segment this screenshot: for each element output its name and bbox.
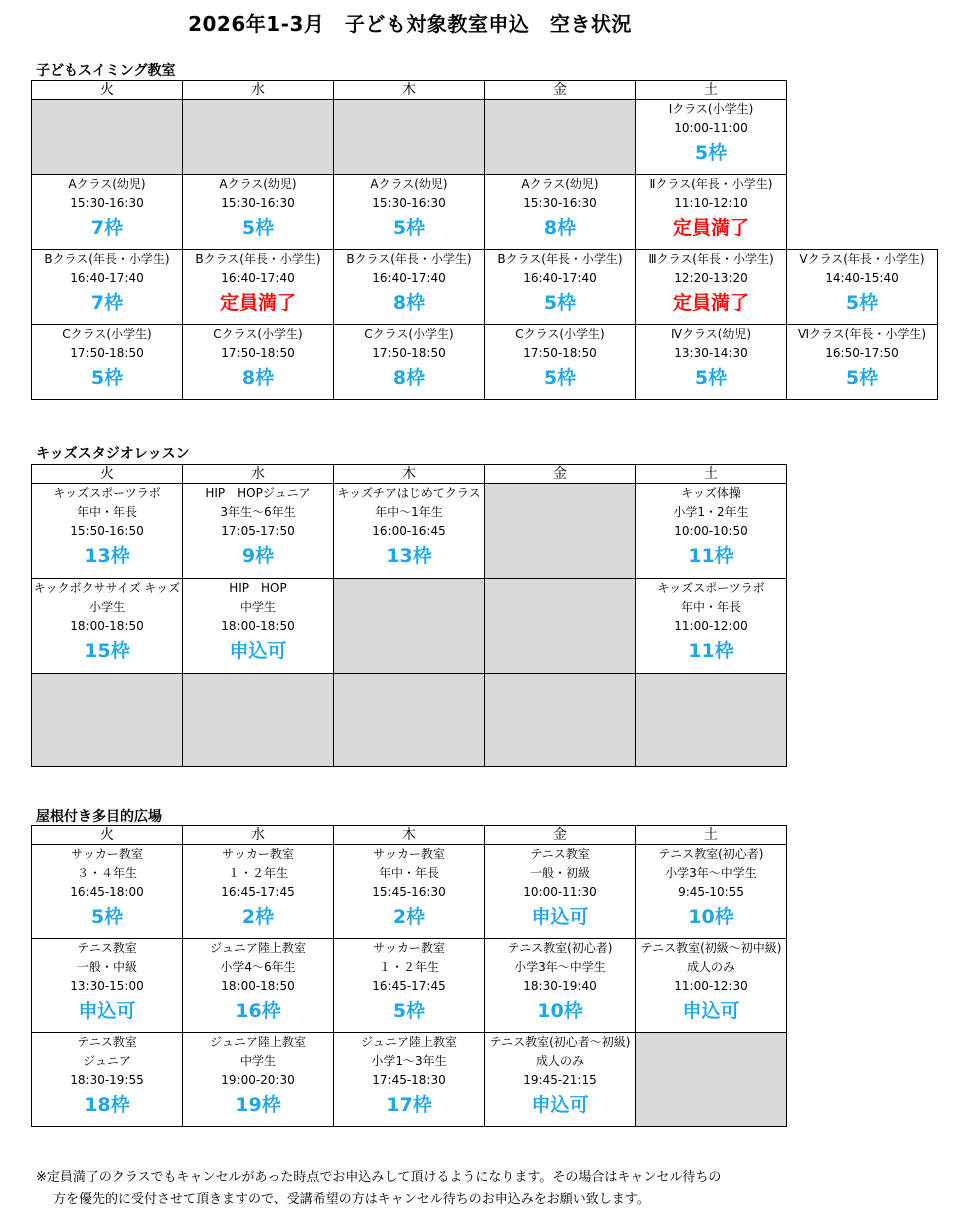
empty-slot [334, 674, 485, 767]
blank-cell [787, 81, 938, 100]
class-slot [334, 845, 485, 939]
class-detail: 小学生 [88, 600, 125, 614]
class-detail: 中学生 [239, 1054, 276, 1068]
class-detail: 16:45-17:45 [372, 979, 446, 993]
class-detail: 15:30-16:30 [523, 196, 597, 210]
class-detail: 17:50-18:50 [70, 346, 144, 360]
class-slot [183, 939, 334, 1033]
availability-count: 19枠 [235, 1094, 281, 1116]
class-slot [183, 484, 334, 579]
class-detail: 18:30-19:55 [70, 1073, 144, 1087]
class-name: サッカー教室 [373, 847, 445, 861]
day-header-row [32, 465, 787, 484]
class-name: ジュニア陸上教室 [210, 941, 306, 955]
class-detail: 11:10-12:10 [674, 196, 748, 210]
availability-count: 5枠 [845, 367, 879, 389]
class-detail: 13:30-15:00 [70, 979, 144, 993]
day-header: 金 [485, 826, 636, 845]
availability-count: 17枠 [386, 1094, 432, 1116]
class-slot [485, 250, 636, 325]
class-slot [334, 325, 485, 400]
class-detail: 10:00-10:50 [674, 524, 748, 538]
class-detail: 18:00-18:50 [70, 619, 144, 633]
availability-count: 13枠 [84, 545, 130, 567]
class-detail: 年中～1年生 [375, 505, 443, 519]
class-detail: 10:00-11:00 [674, 121, 748, 135]
class-detail: 成人のみ [686, 960, 735, 974]
class-detail: 18:30-19:40 [523, 979, 597, 993]
class-detail: 16:45-17:45 [221, 885, 295, 899]
class-name: キッズスポーツラボ [53, 486, 161, 500]
class-slot [32, 175, 183, 250]
class-detail: 17:50-18:50 [523, 346, 597, 360]
class-detail: 12:20-13:20 [674, 271, 748, 285]
class-name: Bクラス(年長・小学生) [346, 252, 472, 266]
availability-count: 8枠 [392, 367, 426, 389]
class-name: Cクラス(小学生) [515, 327, 605, 341]
day-header-row [32, 826, 787, 845]
class-slot [334, 484, 485, 579]
availability-count: 5枠 [392, 1000, 426, 1022]
class-name: Ⅰクラス(小学生) [668, 102, 754, 116]
schedule-row [32, 939, 787, 1033]
class-detail: 年中・年長 [76, 505, 137, 519]
class-name: サッカー教室 [71, 847, 143, 861]
day-header: 土 [636, 81, 787, 100]
class-detail: １・２年生 [227, 866, 288, 880]
class-name: テニス教室(初心者) [658, 847, 764, 861]
class-detail: 18:00-18:50 [221, 619, 295, 633]
class-slot [636, 939, 787, 1033]
class-name: テニス教室 [530, 847, 590, 861]
availability-count: 11枠 [688, 640, 734, 662]
class-name: Cクラス(小学生) [364, 327, 454, 341]
class-slot [787, 325, 938, 400]
class-slot [485, 845, 636, 939]
availability-count: 5枠 [694, 142, 728, 164]
availability-count: 18枠 [84, 1094, 130, 1116]
schedule-row [32, 325, 938, 400]
class-detail: ３・４年生 [76, 866, 137, 880]
availability-count: 2枠 [241, 906, 275, 928]
class-name: サッカー教室 [222, 847, 294, 861]
class-detail: 17:05-17:50 [221, 524, 295, 538]
section-title-studio: キッズスタジオレッスン [36, 446, 190, 462]
class-detail: 13:30-14:30 [674, 346, 748, 360]
section-title-plaza: 屋根付き多目的広場 [36, 809, 162, 825]
class-detail: 16:40-17:40 [70, 271, 144, 285]
class-detail: 11:00-12:30 [674, 979, 748, 993]
class-detail: 17:50-18:50 [221, 346, 295, 360]
class-detail: 小学3年～中学生 [514, 960, 606, 974]
empty-slot [334, 579, 485, 674]
availability-count: 11枠 [688, 545, 734, 567]
class-detail: 9:45-10:55 [678, 885, 744, 899]
full-status: 定員満了 [672, 292, 749, 314]
empty-slot [32, 100, 183, 175]
schedule-row [32, 1033, 787, 1127]
schedule-row [32, 674, 787, 767]
class-name: Bクラス(年長・小学生) [195, 252, 321, 266]
availability-count: 5枠 [241, 217, 275, 239]
day-header-row [32, 81, 938, 100]
schedule-row [32, 579, 787, 674]
availability-count: 申込可 [682, 1000, 740, 1022]
class-slot [334, 939, 485, 1033]
availability-count: 5枠 [543, 367, 577, 389]
availability-count: 5枠 [392, 217, 426, 239]
class-slot [636, 175, 787, 250]
day-header: 水 [183, 465, 334, 484]
empty-slot [485, 674, 636, 767]
class-slot [183, 250, 334, 325]
availability-count: 5枠 [90, 906, 124, 928]
class-slot [183, 845, 334, 939]
availability-count: 5枠 [694, 367, 728, 389]
class-detail: 16:50-17:50 [825, 346, 899, 360]
class-name: テニス教室(初心者～初級) [489, 1035, 631, 1049]
note-line-1: ※定員満了のクラスでもキャンセルがあった時点でお申込みして頂けるようになります。その場合はキャンセル待ちの [36, 1170, 722, 1185]
class-slot [32, 845, 183, 939]
availability-count: 申込可 [78, 1000, 136, 1022]
day-header: 木 [334, 465, 485, 484]
class-slot [485, 939, 636, 1033]
availability-count: 2枠 [392, 906, 426, 928]
class-slot [32, 1033, 183, 1127]
empty-slot [183, 100, 334, 175]
class-detail: 年中・年長 [378, 866, 439, 880]
class-slot [636, 250, 787, 325]
availability-count: 申込可 [229, 640, 287, 662]
availability-count: 8枠 [392, 292, 426, 314]
full-status: 定員満了 [219, 292, 296, 314]
cancellation-note [36, 1167, 936, 1211]
class-detail: 16:40-17:40 [221, 271, 295, 285]
class-slot [32, 939, 183, 1033]
class-detail: 19:45-21:15 [523, 1073, 597, 1087]
class-slot [183, 1033, 334, 1127]
class-name: Aクラス(幼児) [370, 177, 448, 191]
class-name: HIP HOP [229, 581, 287, 595]
class-slot [334, 175, 485, 250]
class-detail: 15:30-16:30 [70, 196, 144, 210]
note-line-2: 方を優先的に受付させて頂きますので、受講希望の方はキャンセル待ちのお申込みをお願い致します。 [53, 1192, 650, 1207]
class-name: キッズスポーツラボ [657, 581, 765, 595]
class-name: テニス教室 [77, 1035, 137, 1049]
class-detail: 中学生 [239, 600, 276, 614]
class-name: Ⅳクラス(幼児) [670, 327, 752, 341]
class-detail: 11:00-12:00 [674, 619, 748, 633]
class-slot [32, 250, 183, 325]
availability-count: 申込可 [531, 906, 589, 928]
section-title-swimming: 子どもスイミング教室 [36, 63, 176, 79]
day-header: 木 [334, 826, 485, 845]
class-slot [485, 325, 636, 400]
availability-count: 7枠 [90, 292, 124, 314]
class-slot [485, 175, 636, 250]
class-name: ジュニア陸上教室 [210, 1035, 306, 1049]
empty-slot [485, 484, 636, 579]
empty-slot [183, 674, 334, 767]
class-detail: 14:40-15:40 [825, 271, 899, 285]
day-header: 水 [183, 826, 334, 845]
class-detail: 16:00-16:45 [372, 524, 446, 538]
class-detail: 17:45-18:30 [372, 1073, 446, 1087]
availability-count: 5枠 [543, 292, 577, 314]
class-slot [636, 325, 787, 400]
class-slot [183, 579, 334, 674]
class-name: Ⅲクラス(年長・小学生) [648, 252, 774, 266]
class-detail: 15:30-16:30 [221, 196, 295, 210]
day-header: 火 [32, 826, 183, 845]
class-detail: 小学1・2年生 [673, 505, 749, 519]
swimming-schedule-table [31, 80, 938, 400]
class-slot [32, 484, 183, 579]
class-name: Aクラス(幼児) [219, 177, 297, 191]
class-name: キックボクササイズ キッズ [33, 581, 181, 595]
availability-count: 8枠 [241, 367, 275, 389]
empty-slot [485, 579, 636, 674]
availability-count: 5枠 [90, 367, 124, 389]
empty-slot [636, 674, 787, 767]
class-detail: 15:45-16:30 [372, 885, 446, 899]
empty-slot [485, 100, 636, 175]
availability-count: 13枠 [386, 545, 432, 567]
class-slot [334, 250, 485, 325]
class-name: Aクラス(幼児) [521, 177, 599, 191]
class-detail: 15:30-16:30 [372, 196, 446, 210]
schedule-row [32, 845, 787, 939]
class-detail: 16:45-18:00 [70, 885, 144, 899]
availability-count: 16枠 [235, 1000, 281, 1022]
class-detail: 小学3年～中学生 [665, 866, 757, 880]
class-name: ジュニア陸上教室 [361, 1035, 457, 1049]
class-slot [183, 325, 334, 400]
day-header: 水 [183, 81, 334, 100]
class-name: Bクラス(年長・小学生) [497, 252, 623, 266]
class-name: テニス教室 [77, 941, 137, 955]
class-name: Ⅴクラス(年長・小学生) [799, 252, 925, 266]
class-name: Ⅵクラス(年長・小学生) [797, 327, 927, 341]
class-slot [183, 175, 334, 250]
availability-count: 10枠 [537, 1000, 583, 1022]
class-detail: 3年生～6年生 [220, 505, 296, 519]
page-title: 2026年1-3月 子ども対象教室申込 空き状況 [188, 12, 632, 36]
class-slot [636, 484, 787, 579]
day-header: 金 [485, 465, 636, 484]
availability-count: 8枠 [543, 217, 577, 239]
class-detail: 17:50-18:50 [372, 346, 446, 360]
availability-count: 10枠 [688, 906, 734, 928]
class-name: Bクラス(年長・小学生) [44, 252, 170, 266]
schedule-row [32, 100, 938, 175]
class-detail: 一般・中級 [76, 960, 137, 974]
class-name: キッズチアはじめてクラス [337, 486, 481, 500]
class-detail: 年中・年長 [680, 600, 741, 614]
class-name: サッカー教室 [373, 941, 445, 955]
class-detail: 一般・初級 [529, 866, 590, 880]
class-name: Ⅱクラス(年長・小学生) [649, 177, 773, 191]
studio-schedule-table [31, 464, 787, 767]
availability-count: 7枠 [90, 217, 124, 239]
class-name: Cクラス(小学生) [213, 327, 303, 341]
class-detail: 16:40-17:40 [372, 271, 446, 285]
class-name: テニス教室(初級～初中級) [640, 941, 782, 955]
class-slot [787, 250, 938, 325]
class-slot [636, 579, 787, 674]
plaza-schedule-table [31, 825, 787, 1127]
empty-slot [334, 100, 485, 175]
day-header: 火 [32, 465, 183, 484]
class-name: HIP HOPジュニア [205, 486, 311, 500]
availability-count: 15枠 [84, 640, 130, 662]
class-slot [636, 845, 787, 939]
availability-count: 9枠 [241, 545, 275, 567]
blank-cell [787, 175, 938, 250]
class-name: Cクラス(小学生) [62, 327, 152, 341]
class-detail: 19:00-20:30 [221, 1073, 295, 1087]
class-slot [636, 100, 787, 175]
class-name: テニス教室(初心者) [507, 941, 613, 955]
class-slot [32, 325, 183, 400]
day-header: 土 [636, 465, 787, 484]
class-name: キッズ体操 [681, 486, 741, 500]
schedule-row [32, 250, 938, 325]
class-slot [334, 1033, 485, 1127]
empty-slot [636, 1033, 787, 1127]
class-detail: 16:40-17:40 [523, 271, 597, 285]
schedule-row [32, 175, 938, 250]
class-detail: 小学1～3年生 [371, 1054, 447, 1068]
day-header: 金 [485, 81, 636, 100]
full-status: 定員満了 [672, 217, 749, 239]
blank-cell [787, 100, 938, 175]
day-header: 土 [636, 826, 787, 845]
class-slot [32, 579, 183, 674]
class-slot [485, 1033, 636, 1127]
class-name: Aクラス(幼児) [68, 177, 146, 191]
empty-slot [32, 674, 183, 767]
class-detail: 小学4～6年生 [220, 960, 296, 974]
class-detail: 成人のみ [535, 1054, 584, 1068]
schedule-row [32, 484, 787, 579]
day-header: 木 [334, 81, 485, 100]
class-detail: 15:50-16:50 [70, 524, 144, 538]
availability-count: 申込可 [531, 1094, 589, 1116]
day-header: 火 [32, 81, 183, 100]
availability-count: 5枠 [845, 292, 879, 314]
class-detail: ジュニア [83, 1054, 131, 1068]
class-detail: 10:00-11:30 [523, 885, 597, 899]
class-detail: １・２年生 [378, 960, 439, 974]
class-detail: 18:00-18:50 [221, 979, 295, 993]
